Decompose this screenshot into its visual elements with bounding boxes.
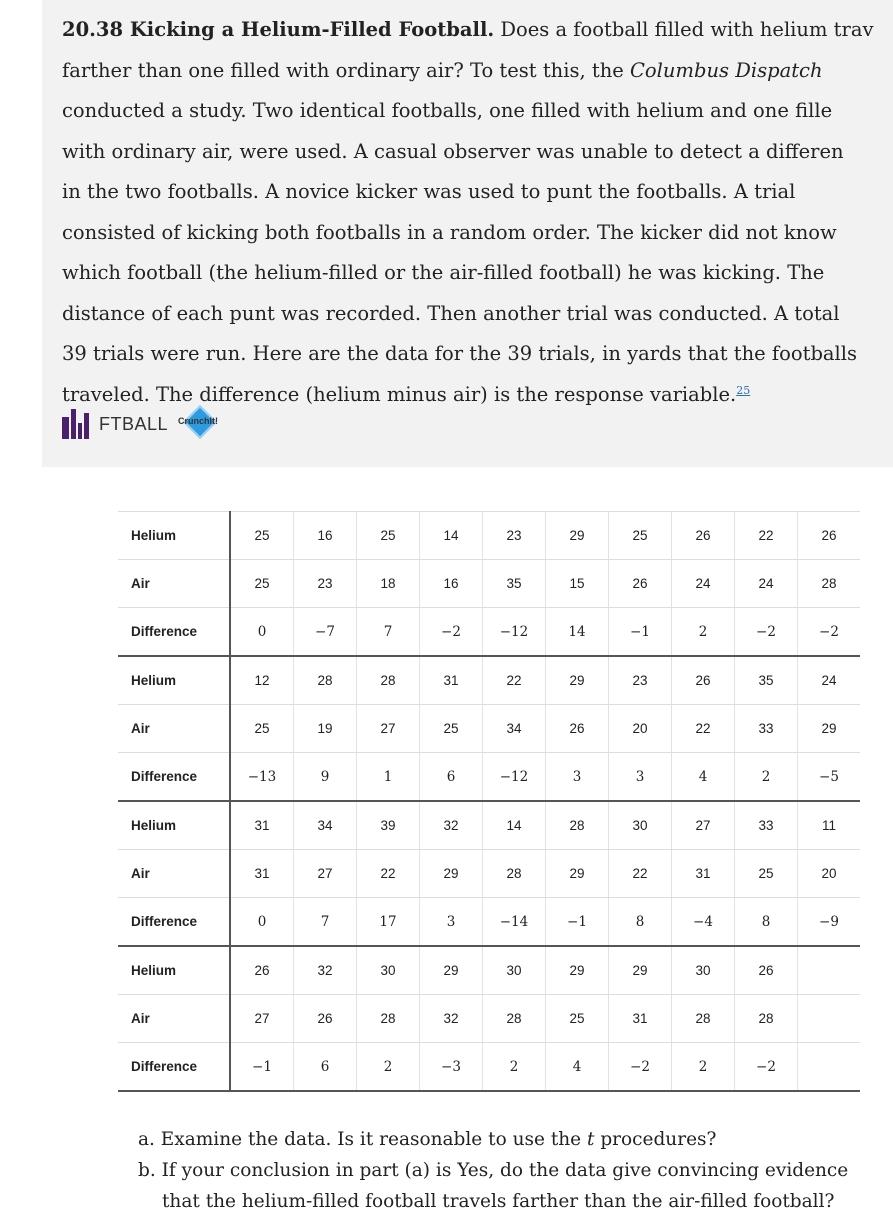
table-cell: 25 <box>609 512 672 560</box>
problem-line-8: distance of each punt was recorded. Then another trial was conducted. A total <box>62 301 840 325</box>
table-cell: 33 <box>735 705 798 753</box>
table-cell: 17 <box>357 898 420 947</box>
table-cell: 34 <box>483 705 546 753</box>
table-cell: 22 <box>609 850 672 898</box>
table-cell: 28 <box>483 850 546 898</box>
table-cell: 25 <box>420 705 483 753</box>
table-cell: 29 <box>609 946 672 995</box>
table-cell: 25 <box>357 512 420 560</box>
question-b-line-1: b. If your conclusion in part (a) is Yes, do the data give convincing evidence <box>138 1160 849 1181</box>
table-cell: −3 <box>420 1043 483 1092</box>
table-cell: 28 <box>546 801 609 850</box>
problem-line-5: in the two footballs. A novice kicker was used to punt the footballs. A trial <box>62 180 796 203</box>
table-cell: 4 <box>672 753 735 802</box>
table-cell <box>798 995 861 1043</box>
table-cell: 2 <box>483 1043 546 1092</box>
table-cell: −1 <box>546 898 609 947</box>
table-row-air <box>118 850 860 898</box>
table-cell: 28 <box>357 995 420 1043</box>
question-a: a. Examine the data. Is it reasonable to use the t procedures? <box>138 1129 717 1150</box>
table-cell: 14 <box>483 801 546 850</box>
table-cell: 3 <box>420 898 483 947</box>
table-cell <box>798 946 861 995</box>
table-cell: 31 <box>420 656 483 705</box>
dataset-link-row[interactable] <box>62 404 219 444</box>
table-cell: 29 <box>420 850 483 898</box>
table-cell: 30 <box>357 946 420 995</box>
table-cell: 34 <box>294 801 357 850</box>
table-cell: 7 <box>357 608 420 657</box>
table-cell: 32 <box>294 946 357 995</box>
question-b-line-2: that the helium-filled football travels farther than the air-filled football? <box>162 1191 835 1212</box>
table-cell: 14 <box>420 512 483 560</box>
table-cell: 3 <box>546 753 609 802</box>
table-cell: 26 <box>230 946 294 995</box>
table-row-helium <box>118 801 860 850</box>
table-cell: 28 <box>735 995 798 1043</box>
dataset-chart-icon <box>62 409 89 439</box>
table-cell: −12 <box>483 753 546 802</box>
row-label-helium: Helium <box>118 656 230 705</box>
table-cell: 26 <box>672 512 735 560</box>
table-row-difference <box>118 898 860 947</box>
table-cell: 31 <box>230 850 294 898</box>
table-cell: −13 <box>230 753 294 802</box>
table-row-air <box>118 560 860 608</box>
table-cell: 27 <box>357 705 420 753</box>
table-cell: 25 <box>735 850 798 898</box>
table-cell: 3 <box>609 753 672 802</box>
row-label-air: Air <box>118 705 230 753</box>
table-cell: −2 <box>420 608 483 657</box>
table-cell: 30 <box>609 801 672 850</box>
table-cell: 25 <box>546 995 609 1043</box>
table-cell: −2 <box>609 1043 672 1092</box>
problem-statement <box>62 10 893 415</box>
table-cell: 29 <box>546 512 609 560</box>
problem-line-6: consisted of kicking both footballs in a random order. The kicker did not know <box>62 220 837 244</box>
problem-title: 20.38 Kicking a Helium-Filled Football. <box>62 18 495 41</box>
table-cell: −1 <box>230 1043 294 1092</box>
row-label-helium: Helium <box>118 801 230 850</box>
row-label-difference: Difference <box>118 753 230 802</box>
table-row-difference <box>118 608 860 657</box>
problem-line-10: traveled. The difference (helium minus air) is the response variable.$^{25}$ <box>62 382 751 406</box>
table-cell: 24 <box>735 560 798 608</box>
table-cell: 22 <box>672 705 735 753</box>
row-label-difference: Difference <box>118 608 230 657</box>
table-cell: 32 <box>420 801 483 850</box>
table-cell: −12 <box>483 608 546 657</box>
dataset-label[interactable]: FTBALL <box>99 413 169 434</box>
row-label-helium: Helium <box>118 512 230 560</box>
table-cell: 24 <box>672 560 735 608</box>
table-cell: 20 <box>798 850 861 898</box>
table-cell: 27 <box>230 995 294 1043</box>
row-label-difference: Difference <box>118 1043 230 1092</box>
table-cell: 6 <box>294 1043 357 1092</box>
table-cell: 16 <box>294 512 357 560</box>
row-label-helium: Helium <box>118 946 230 995</box>
table-cell: 31 <box>672 850 735 898</box>
table-row-helium <box>118 656 860 705</box>
table-row-helium <box>118 512 860 560</box>
table-cell: −4 <box>672 898 735 947</box>
table-cell: 25 <box>230 705 294 753</box>
row-label-difference: Difference <box>118 898 230 947</box>
footnote-link[interactable]: 25 <box>736 383 751 397</box>
table-cell: 26 <box>609 560 672 608</box>
table-cell: 35 <box>735 656 798 705</box>
table-row-helium <box>118 946 860 995</box>
table-cell: 0 <box>230 898 294 947</box>
table-cell: 26 <box>294 995 357 1043</box>
table-cell: 2 <box>735 753 798 802</box>
table-cell: −7 <box>294 608 357 657</box>
problem-line-1: 20.38 Kicking a Helium-Filled Football. Does a football filled with helium trav <box>62 18 874 41</box>
table-cell: 29 <box>546 850 609 898</box>
table-cell: 2 <box>672 608 735 657</box>
table-cell: 22 <box>357 850 420 898</box>
table-cell: 2 <box>357 1043 420 1092</box>
table-cell: −2 <box>798 608 861 657</box>
problem-line-9: 39 trials were run. Here are the data for the 39 trials, in yards that the footballs <box>62 342 858 365</box>
table-cell: 25 <box>230 512 294 560</box>
table-cell: 28 <box>294 656 357 705</box>
table-row-air <box>118 705 860 753</box>
table-cell: 1 <box>357 753 420 802</box>
table-cell: 2 <box>672 1043 735 1092</box>
table-cell: 7 <box>294 898 357 947</box>
table-cell: 26 <box>546 705 609 753</box>
table-cell: 28 <box>672 995 735 1043</box>
table-cell: −2 <box>735 608 798 657</box>
problem-line-2: farther than one filled with ordinary air? To test this, the Columbus Dispatch <box>62 58 823 82</box>
table-cell: 4 <box>546 1043 609 1092</box>
table-row-air <box>118 995 860 1043</box>
table-cell: 35 <box>483 560 546 608</box>
table-cell: 20 <box>609 705 672 753</box>
table-cell: 22 <box>483 656 546 705</box>
table-cell: 6 <box>420 753 483 802</box>
table-cell: 28 <box>357 656 420 705</box>
table-cell: 28 <box>798 560 861 608</box>
table-cell: 26 <box>672 656 735 705</box>
table-cell: 14 <box>546 608 609 657</box>
table-cell: 32 <box>420 995 483 1043</box>
problem-line-7: which football (the helium-filled or the air-filled football) he was kicking. The <box>62 261 825 284</box>
table-cell: 18 <box>357 560 420 608</box>
table-cell <box>798 1043 861 1092</box>
table-cell: 29 <box>420 946 483 995</box>
table-cell: 30 <box>672 946 735 995</box>
table-cell: 16 <box>420 560 483 608</box>
table-cell: 12 <box>230 656 294 705</box>
table-cell: 31 <box>609 995 672 1043</box>
table-row-difference <box>118 753 860 802</box>
table-cell: 27 <box>294 850 357 898</box>
row-label-air: Air <box>118 850 230 898</box>
table-cell: 23 <box>294 560 357 608</box>
table-cell: 24 <box>798 656 861 705</box>
table-cell: 33 <box>735 801 798 850</box>
table-cell: 25 <box>230 560 294 608</box>
table-cell: 27 <box>672 801 735 850</box>
table-cell: −9 <box>798 898 861 947</box>
table-cell: 23 <box>483 512 546 560</box>
publication-name: Columbus Dispatch <box>630 58 823 82</box>
crunchit-label: CrunchIt! <box>178 416 219 426</box>
table-cell: 0 <box>230 608 294 657</box>
table-cell: 19 <box>294 705 357 753</box>
table-cell: −1 <box>609 608 672 657</box>
table-cell: 39 <box>357 801 420 850</box>
table-cell: 26 <box>735 946 798 995</box>
table-cell: 11 <box>798 801 861 850</box>
data-table <box>118 511 860 1092</box>
table-cell: 9 <box>294 753 357 802</box>
row-label-air: Air <box>118 560 230 608</box>
table-cell: 28 <box>483 995 546 1043</box>
table-cell: 23 <box>609 656 672 705</box>
table-cell: −14 <box>483 898 546 947</box>
table-cell: 26 <box>798 512 861 560</box>
problem-line-4: with ordinary air, were used. A casual observer was unable to detect a differen <box>62 139 844 163</box>
questions <box>138 1124 848 1217</box>
table-cell: 15 <box>546 560 609 608</box>
table-cell: 30 <box>483 946 546 995</box>
table-cell: 29 <box>798 705 861 753</box>
table-cell: 29 <box>546 946 609 995</box>
table-cell: −5 <box>798 753 861 802</box>
table-cell: 22 <box>735 512 798 560</box>
problem-line-3: conducted a study. Two identical footballs, one filled with helium and one fille <box>62 99 833 122</box>
table-cell: 31 <box>230 801 294 850</box>
crunchit-icon[interactable] <box>178 412 219 436</box>
table-cell: 29 <box>546 656 609 705</box>
table-cell: 8 <box>735 898 798 947</box>
table-cell: −2 <box>735 1043 798 1092</box>
row-label-air: Air <box>118 995 230 1043</box>
table-cell: 8 <box>609 898 672 947</box>
table-row-difference <box>118 1043 860 1092</box>
